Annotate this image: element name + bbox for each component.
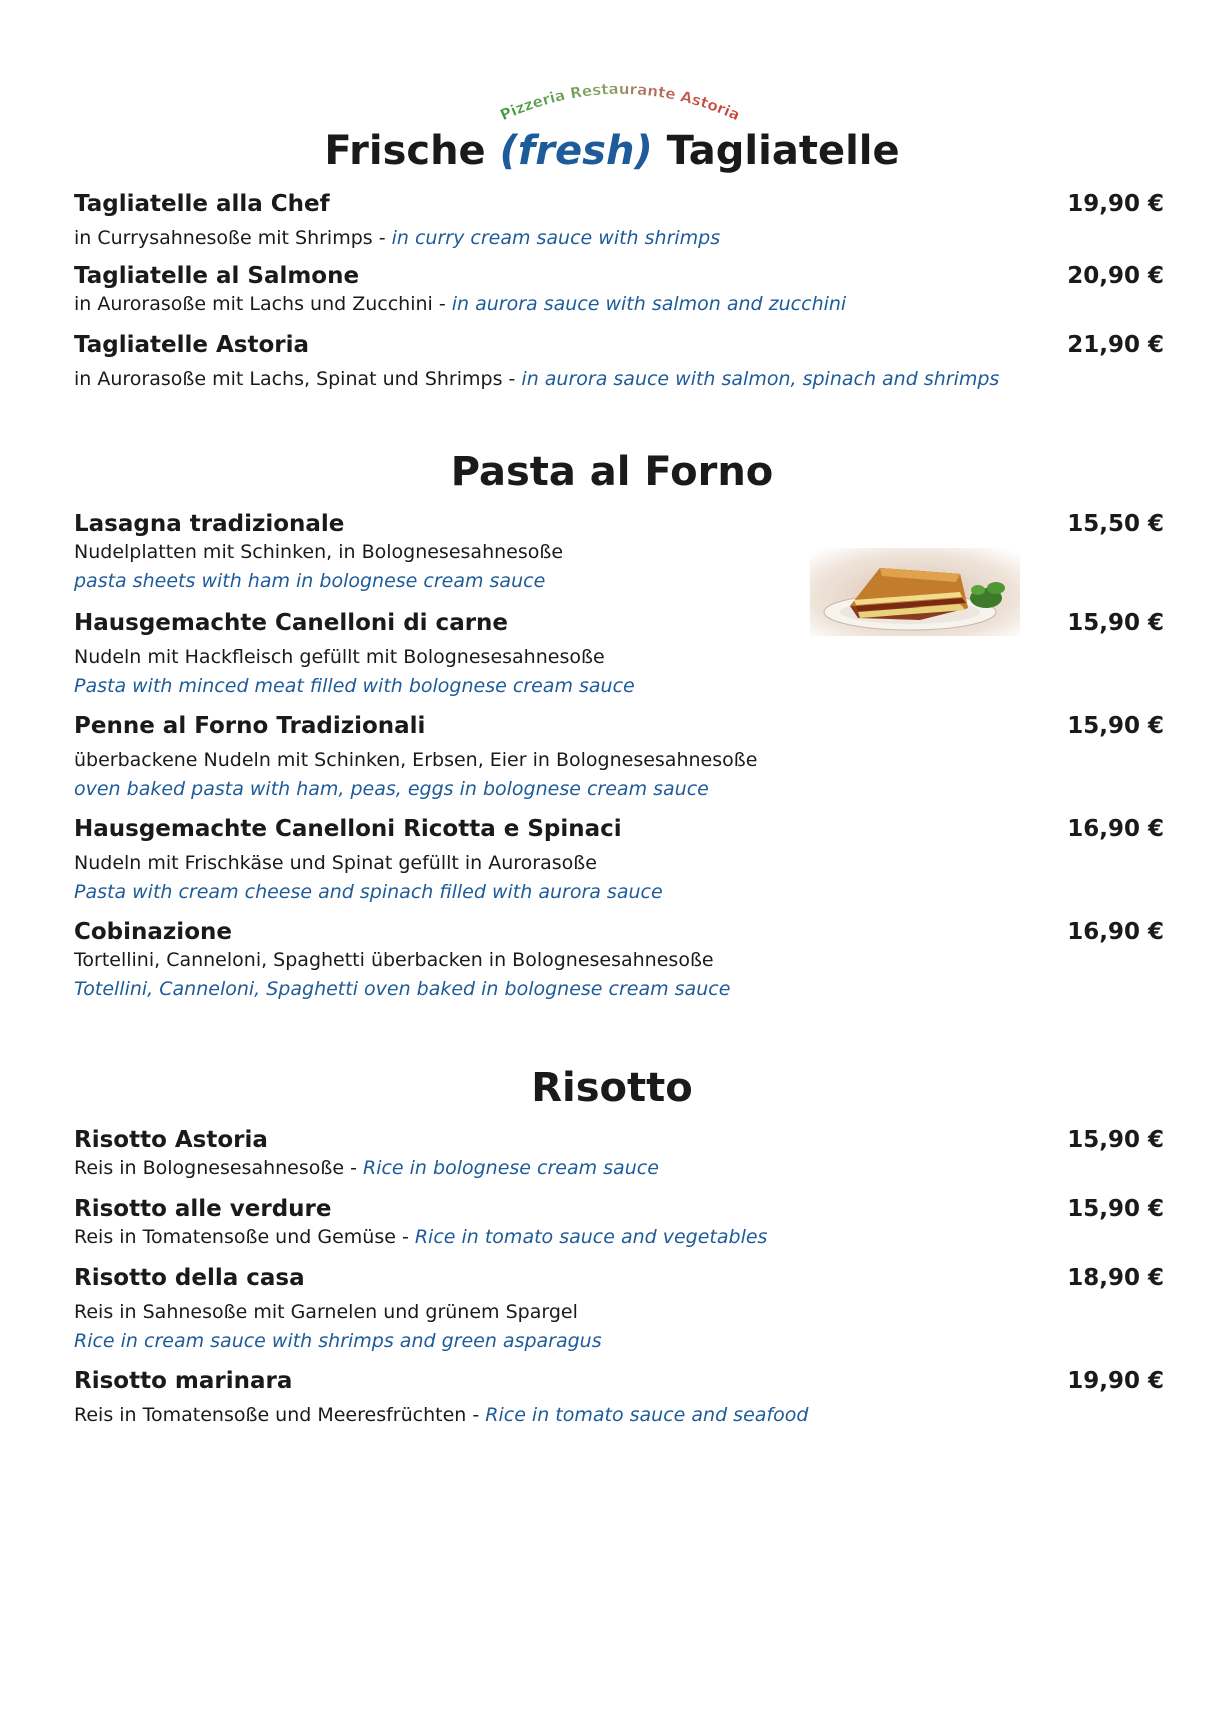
logo-text: Pizzeria Restaurante Astoria [497, 79, 743, 125]
menu-item [74, 1264, 1164, 1356]
item-price: 19,90 € [1067, 191, 1164, 217]
menu-item [74, 1126, 1164, 1183]
item-price: 21,90 € [1067, 332, 1164, 358]
menu-item [74, 1195, 1164, 1252]
item-description-en: Rice in cream sauce with shrimps and green asparagus [74, 1330, 602, 1352]
menu-item [74, 815, 1164, 907]
item-price: 16,90 € [1067, 816, 1164, 842]
item-description-en: Pasta with cream cheese and spinach filled with aurora sauce [74, 881, 663, 903]
item-name: Hausgemachte Canelloni Ricotta e Spinaci [74, 816, 622, 842]
item-name: Penne al Forno Tradizionali [74, 713, 426, 739]
section-title-risotto: Risotto [531, 1065, 693, 1111]
restaurant-logo [490, 70, 750, 130]
item-name: Hausgemachte Canelloni di carne [74, 610, 509, 636]
menu-item [74, 918, 1164, 1004]
item-description: Reis in Tomatensoße und Meeresfrüchten - Rice in tomato sauce and seafood [74, 1404, 809, 1426]
item-price: 20,90 € [1067, 263, 1164, 289]
item-description: Reis in Bolognesesahnesoße - Rice in bolognese cream sauce [74, 1157, 659, 1179]
item-price: 16,90 € [1067, 919, 1164, 945]
item-description-de: Nudeln mit Hackfleisch gefüllt mit Bolognesesahnesoße [74, 646, 605, 668]
item-description: in Currysahnesoße mit Shrimps - in curry cream sauce with shrimps [74, 227, 721, 249]
item-price: 19,90 € [1067, 1368, 1164, 1394]
section-title-tagliatelle: Frische (fresh) Tagliatelle [324, 128, 900, 174]
item-price: 15,90 € [1067, 1127, 1164, 1153]
menu-item [74, 331, 1164, 394]
item-description: in Aurorasoße mit Lachs, Spinat und Shrimps - in aurora sauce with salmon, spinach and shrimps [74, 368, 1000, 390]
item-description-en: Pasta with minced meat filled with bolognese cream sauce [74, 675, 635, 697]
item-description: in Aurorasoße mit Lachs und Zucchini - in aurora sauce with salmon and zucchini [74, 293, 847, 315]
item-price: 15,90 € [1067, 713, 1164, 739]
menu-item [74, 712, 1164, 804]
item-name: Risotto della casa [74, 1265, 305, 1291]
item-name: Tagliatelle Astoria [74, 332, 309, 358]
item-price: 15,90 € [1067, 1196, 1164, 1222]
item-description-en: Totellini, Canneloni, Spaghetti oven baked in bolognese cream sauce [74, 978, 731, 1000]
menu-item [74, 190, 1164, 253]
menu-item [74, 1367, 1164, 1430]
item-name: Cobinazione [74, 919, 232, 945]
item-description: Reis in Tomatensoße und Gemüse - Rice in tomato sauce and vegetables [74, 1226, 768, 1248]
item-name: Risotto marinara [74, 1368, 293, 1394]
item-name: Tagliatelle alla Chef [74, 191, 330, 217]
item-price: 15,90 € [1067, 610, 1164, 636]
item-name: Risotto alle verdure [74, 1196, 332, 1222]
lasagna-photo [810, 548, 1020, 636]
item-name: Lasagna tradizionale [74, 511, 345, 537]
svg-text:Pizzeria Restaurante Astoria [497, 80, 742, 124]
item-description-de: Reis in Sahnesoße mit Garnelen und grünem Spargel [74, 1301, 578, 1323]
item-description-en: oven baked pasta with ham, peas, eggs in bolognese cream sauce [74, 778, 709, 800]
menu-item [74, 262, 1164, 319]
item-price: 18,90 € [1067, 1265, 1164, 1291]
section-title-pasta-al-forno: Pasta al Forno [450, 449, 774, 495]
item-name: Tagliatelle al Salmone [74, 263, 360, 289]
item-description-de: überbackene Nudeln mit Schinken, Erbsen, Eier in Bolognesesahnesoße [74, 749, 758, 771]
item-name: Risotto Astoria [74, 1127, 268, 1153]
item-description-en: pasta sheets with ham in bolognese cream sauce [74, 570, 546, 592]
item-description-de: Nudeln mit Frischkäse und Spinat gefüllt in Aurorasoße [74, 852, 597, 874]
item-description-de: Tortellini, Canneloni, Spaghetti überbacken in Bolognesesahnesoße [74, 949, 714, 971]
item-description-de: Nudelplatten mit Schinken, in Bolognesesahnesoße [74, 541, 564, 563]
item-price: 15,50 € [1067, 511, 1164, 537]
